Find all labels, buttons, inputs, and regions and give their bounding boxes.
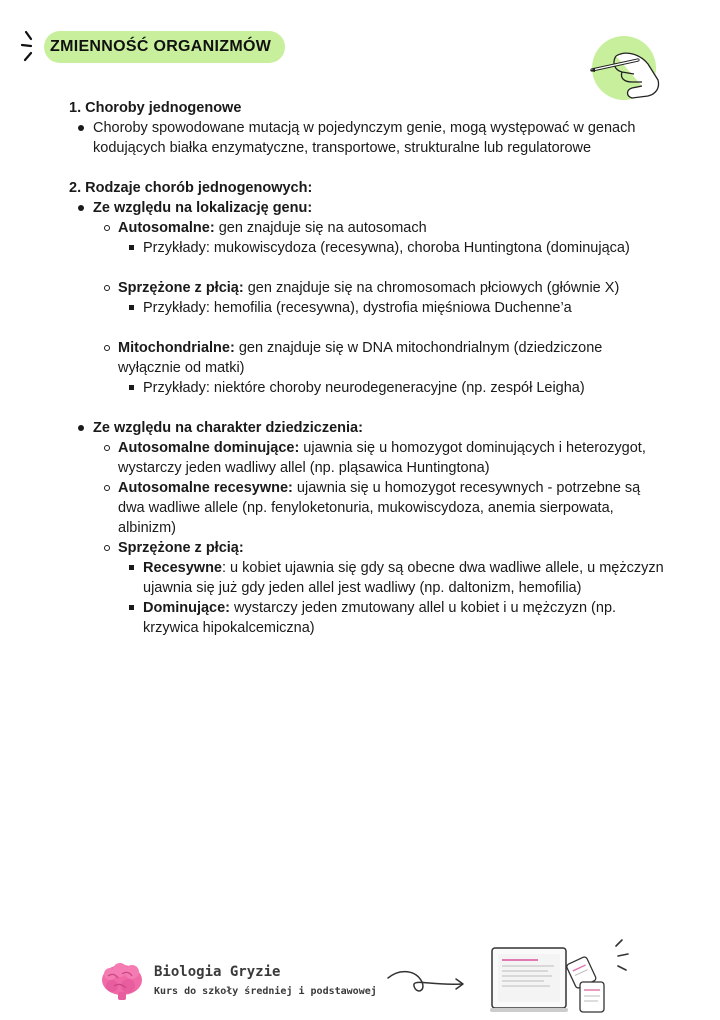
document-body (69, 98, 669, 638)
list-item: Przykłady: mukowiscydoza (recesywna), choroba Huntingtona (dominująca) (118, 238, 669, 258)
category-label: Ze względu na lokalizację genu: (93, 200, 313, 216)
term: Autosomalne dominujące: (118, 440, 300, 456)
sub-sub-list (118, 298, 669, 318)
term-description: wystarczy jeden zmutowany allel u kobiet i u mężczyzn (np. krzywica hipokalcemiczna) (143, 600, 617, 636)
sub-sub-list (118, 238, 669, 258)
term-description: gen znajduje się na chromosomach płciowych (głównie X) (243, 280, 620, 296)
sub-list (93, 438, 669, 638)
list-item (69, 198, 669, 418)
brain-logo-icon (100, 962, 144, 1002)
sub-sub-list (118, 378, 669, 398)
brand-name: Biologia Gryzie (154, 964, 281, 980)
term-description: gen znajduje się w DNA mitochondrialnym (dziedziczone wyłącznie od matki) (118, 340, 603, 376)
term: Dominujące: (143, 600, 231, 616)
sub-sub-list (118, 558, 669, 638)
term-description: ujawnia się u homozygot recesywnych - potrzebne są dwa wadliwe allele (np. fenyloketonuria, mukowiscydoza, anemia sierpowata, albinizm) (118, 480, 641, 536)
hand-with-pen-icon (586, 36, 662, 104)
term-description: gen znajduje się na autosomach (214, 220, 427, 236)
list-item (93, 538, 669, 638)
term-description: : u kobiet ujawnia się gdy są obecne dwa wadliwe allele, u mężczyzn ujawnia się już gdy jeden allel jest wadliwy (np. daltonizm, hemofilia) (143, 560, 664, 596)
curved-arrow-icon (386, 968, 466, 998)
bullet-list (69, 198, 669, 638)
page-title-text: ZMIENNOŚĆ ORGANIZMÓW (50, 38, 272, 55)
brand-tagline: Kurs do szkoły średniej i podstawowej (154, 986, 377, 997)
list-item (93, 218, 669, 278)
list-item (93, 438, 669, 478)
term: Sprzężone z płcią: (118, 540, 244, 556)
bullet-list (69, 118, 669, 158)
list-item (118, 598, 669, 638)
term: Recesywne (143, 560, 222, 576)
term: Autosomalne: (118, 220, 215, 236)
term: Autosomalne recesywne: (118, 480, 293, 496)
devices-illustration-icon (488, 938, 638, 1014)
list-item (118, 558, 669, 598)
page-title (44, 31, 285, 63)
list-item (93, 278, 669, 338)
section-heading: 2. Rodzaje chorób jednogenowych: (69, 180, 313, 196)
term: Mitochondrialne: (118, 340, 235, 356)
list-item: Przykłady: niektóre choroby neurodegeneracyjne (np. zespół Leigha) (118, 378, 669, 398)
sub-list (93, 218, 669, 398)
list-item (93, 338, 669, 398)
list-item (69, 418, 669, 638)
category-label: Ze względu na charakter dziedziczenia: (93, 420, 363, 436)
term-description: ujawnia się u homozygot dominujących i heterozygot, wystarczy jeden wadliwy allel (np. pląsawica Huntingtona) (118, 440, 646, 476)
term: Sprzężone z płcią: (118, 280, 244, 296)
list-item (93, 478, 669, 538)
sparkle-lines-icon (20, 30, 44, 64)
list-item: Przykłady: hemofilia (recesywna), dystrofia mięśniowa Duchenne’a (118, 298, 669, 318)
section-heading: 1. Choroby jednogenowe (69, 100, 242, 116)
list-item: Choroby spowodowane mutacją w pojedynczym genie, mogą występować w genach kodujących białka enzymatyczne, transportowe, strukturalne lub regulatorowe (69, 118, 669, 158)
